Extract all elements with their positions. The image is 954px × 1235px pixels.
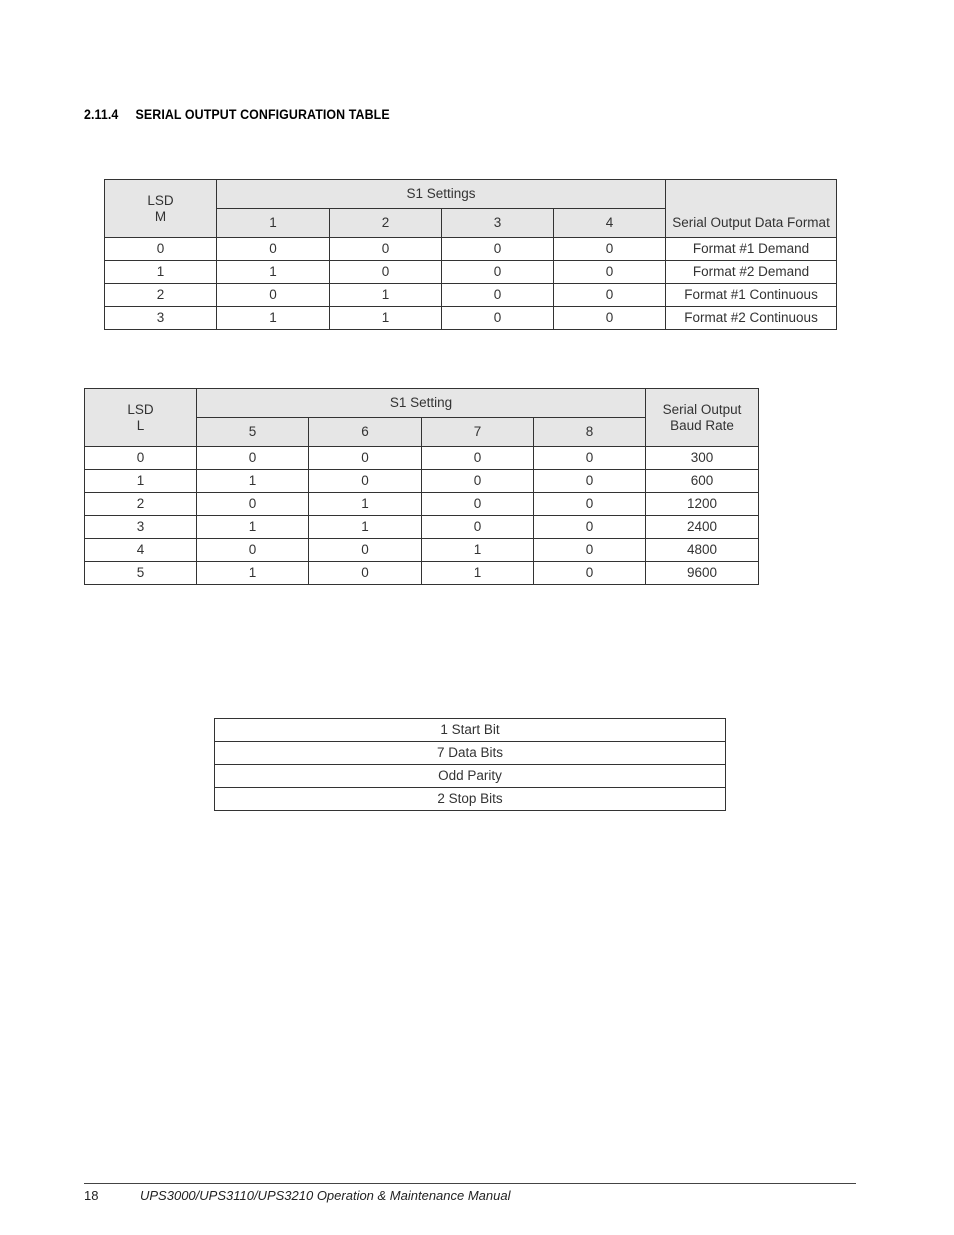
table-cell: 1 [105, 261, 217, 284]
table-cell: 0 [442, 307, 554, 330]
table-cell: 0 [534, 516, 646, 539]
table-cell: 0 [534, 470, 646, 493]
table-cell: 5 [85, 562, 197, 585]
table-cell: 0 [422, 493, 534, 516]
section-number: 2.11.4 [84, 107, 119, 122]
switch-header: 5 [197, 418, 309, 447]
table-cell: 1 [422, 562, 534, 585]
switch-header: 2 [330, 209, 442, 238]
table-cell: 1 [217, 261, 330, 284]
table-cell: 0 [422, 516, 534, 539]
footer-title: UPS3000/UPS3110/UPS3210 Operation & Maintenance Manual [140, 1188, 511, 1203]
table-cell: 0 [554, 284, 666, 307]
table-cell: 0 [534, 447, 646, 470]
table-cell: 0 [197, 493, 309, 516]
baud-rate-header-line-2: Baud Rate [670, 417, 734, 433]
table-row [215, 742, 726, 765]
table-cell: 1 [330, 307, 442, 330]
table-cell: 3 [105, 307, 217, 330]
table-cell: 0 [85, 447, 197, 470]
table-cell: 1 [422, 539, 534, 562]
table-cell: 0 [217, 238, 330, 261]
switch-header: 8 [534, 418, 646, 447]
lsd-label: LSD [147, 192, 174, 208]
baud-rate-header [646, 389, 759, 447]
lsd-header [85, 389, 197, 447]
table-cell: 0 [534, 562, 646, 585]
table-row [85, 470, 759, 493]
table-cell: 0 [309, 539, 422, 562]
table-cell: 0 [442, 261, 554, 284]
data-format-table [104, 179, 837, 330]
table-cell: 9600 [646, 562, 759, 585]
table-cell: Format #2 Continuous [666, 307, 837, 330]
table-cell: Odd Parity [215, 765, 726, 788]
table-cell: 0 [534, 493, 646, 516]
table-row [215, 788, 726, 811]
table-row [85, 447, 759, 470]
switch-header: 1 [217, 209, 330, 238]
table-cell: 4 [85, 539, 197, 562]
table-row [105, 284, 837, 307]
baud-rate-table [84, 388, 759, 585]
table-cell: Format #1 Demand [666, 238, 837, 261]
table-row [215, 765, 726, 788]
table-row [105, 238, 837, 261]
serial-bits-table [214, 718, 726, 811]
data-format-header: Serial Output Data Format [666, 180, 837, 238]
table-cell: 0 [309, 562, 422, 585]
section-heading [84, 107, 390, 122]
table-cell: 1 [217, 307, 330, 330]
section-title: SERIAL OUTPUT CONFIGURATION TABLE [135, 107, 390, 122]
table-cell: 600 [646, 470, 759, 493]
table-cell: 1 [197, 562, 309, 585]
table-cell: 3 [85, 516, 197, 539]
table-cell: 300 [646, 447, 759, 470]
table-cell: 0 [554, 307, 666, 330]
table-cell: 0 [217, 284, 330, 307]
table-cell: 0 [422, 447, 534, 470]
lsd-sub-label: L [136, 417, 145, 433]
table-row [85, 493, 759, 516]
table-cell: 1 [85, 470, 197, 493]
table-cell: 0 [197, 539, 309, 562]
lsd-label: LSD [127, 401, 154, 417]
table-cell: 1 [309, 516, 422, 539]
table-row [85, 539, 759, 562]
switch-header: 3 [442, 209, 554, 238]
table-row [105, 307, 837, 330]
table-cell: 0 [330, 238, 442, 261]
table-cell: 0 [554, 238, 666, 261]
table-row [105, 261, 837, 284]
table-row [85, 562, 759, 585]
table-cell: 1 [309, 493, 422, 516]
lsd-sub-label: M [154, 208, 167, 224]
table-row [85, 516, 759, 539]
switch-header: 6 [309, 418, 422, 447]
table-row [215, 719, 726, 742]
table-cell: 0 [309, 447, 422, 470]
table-cell: 4800 [646, 539, 759, 562]
table-cell: 1 [197, 470, 309, 493]
table-cell: 2400 [646, 516, 759, 539]
table-cell: 1 [330, 284, 442, 307]
table-cell: Format #2 Demand [666, 261, 837, 284]
table-cell: 7 Data Bits [215, 742, 726, 765]
table-cell: 0 [422, 470, 534, 493]
table-cell: 1 Start Bit [215, 719, 726, 742]
table-cell: 0 [197, 447, 309, 470]
table-cell: 0 [554, 261, 666, 284]
table-cell: 0 [442, 284, 554, 307]
page-number: 18 [84, 1188, 99, 1203]
switch-header: 4 [554, 209, 666, 238]
table-cell: 1200 [646, 493, 759, 516]
table-cell: 2 Stop Bits [215, 788, 726, 811]
baud-rate-header-line-1: Serial Output [662, 401, 742, 417]
table-cell: 0 [330, 261, 442, 284]
lsd-header [105, 180, 217, 238]
switch-header: 7 [422, 418, 534, 447]
s1-setting-header: S1 Setting [197, 389, 646, 418]
table-cell: 2 [85, 493, 197, 516]
table-cell: 0 [534, 539, 646, 562]
table-cell: 1 [197, 516, 309, 539]
table-cell: 2 [105, 284, 217, 307]
table-cell: 0 [105, 238, 217, 261]
table-cell: 0 [442, 238, 554, 261]
footer-divider [84, 1183, 856, 1184]
s1-settings-header: S1 Settings [217, 180, 666, 209]
table-cell: 0 [309, 470, 422, 493]
table-cell: Format #1 Continuous [666, 284, 837, 307]
